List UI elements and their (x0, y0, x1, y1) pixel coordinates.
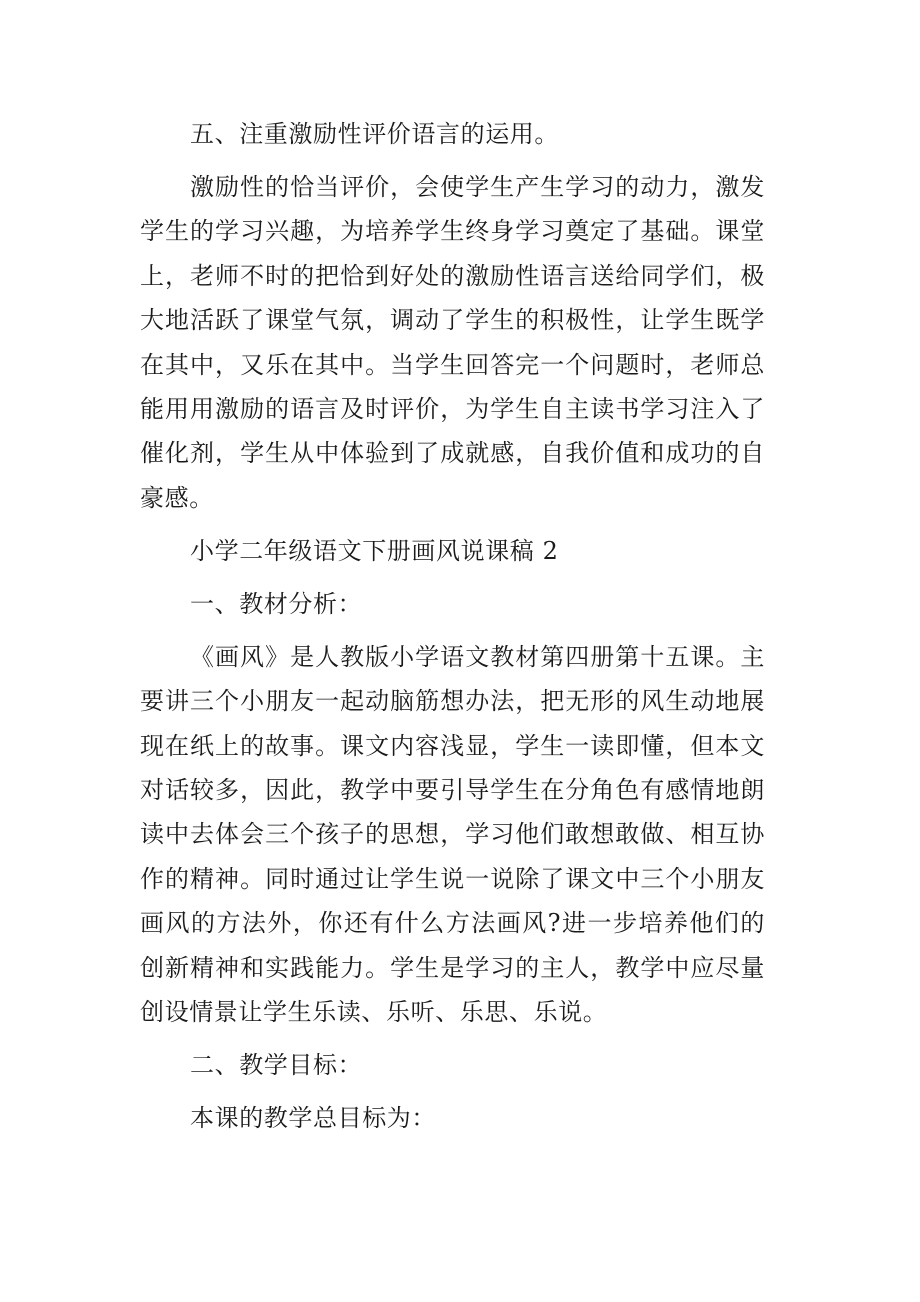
paragraph-goals-intro: 本课的教学总目标为： (190, 1104, 436, 1133)
document-body (140, 112, 765, 1149)
paragraph-material-analysis: 《画风》是人教版小学语文教材第四册第十五课。主要讲三个小朋友一起动脑筋想办法，把无形的风生动地展现在纸上的故事。课文内容浅显，学生一读即懂，但本文对话较多，因此，教学中要引导学生在分角色有感情地朗读中去体会三个孩子的思想，学习他们敢想敢做、相互协作的精神。同时通过让学生说一说除了课文中三个小朋友画风的方法外，你还有什么方法画风?进一步培养他们的创新精神和实践能力。学生是学习的主人，教学中应尽量创设情景让学生乐读、乐听、乐思、乐说。 (140, 642, 765, 1027)
paragraph-encouragement: 激励性的恰当评价，会使学生产生学习的动力，激发学生的学习兴趣，为培养学生终身学习奠定了基础。课堂上，老师不时的把恰到好处的激励性语言送给同学们，极大地活跃了课堂气氛，调动了学生的积极性，让学生既学在其中，又乐在其中。当学生回答完一个问题时，老师总能用用激励的语言及时评价，为学生自主读书学习注入了催化剂，学生从中体验到了成就感，自我价值和成功的自豪感。 (140, 173, 765, 512)
section-heading-encouragement: 五、注重激励性评价语言的运用。 (190, 120, 559, 148)
document-subtitle: 小学二年级语文下册画风说课稿 2 (190, 536, 559, 565)
section-heading-teaching-goals: 二、教学目标： (190, 1051, 363, 1080)
section-heading-material-analysis: 一、教材分析： (190, 589, 363, 618)
